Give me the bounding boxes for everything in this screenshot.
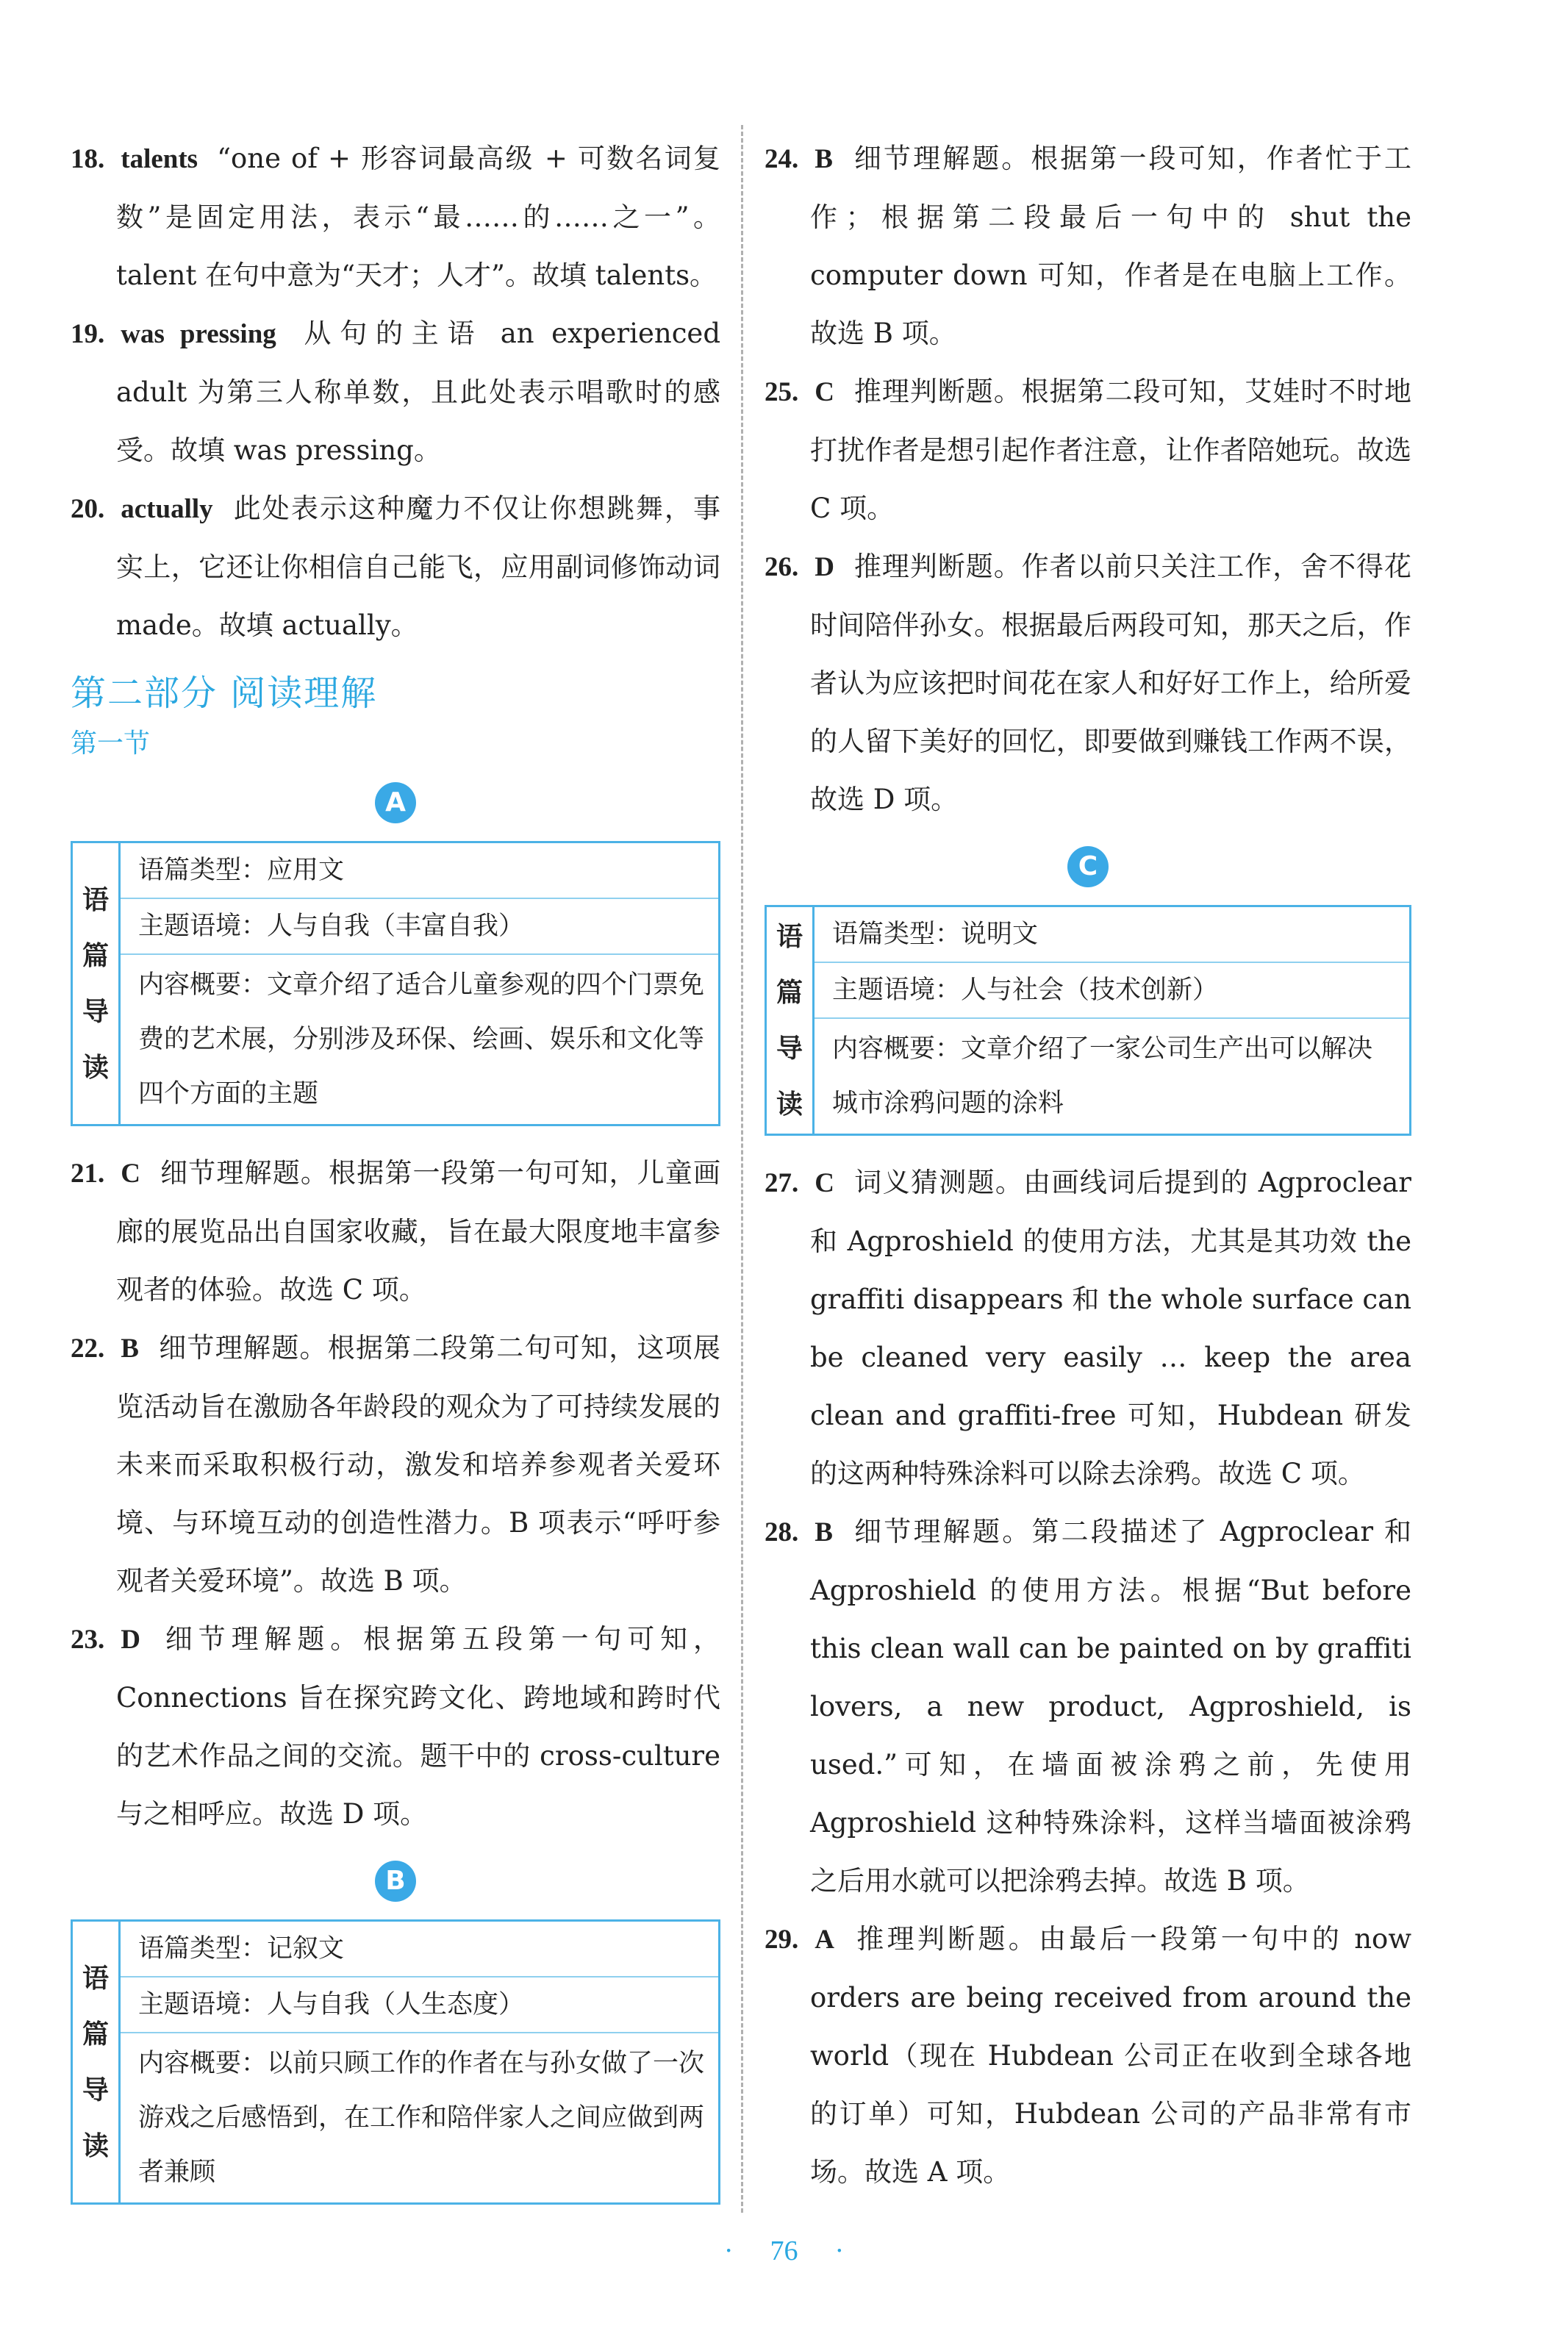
right-column <box>765 129 1411 2201</box>
column-divider <box>741 125 743 2213</box>
answer-item-22: 22. B 细节理解题。根据第二段第二句可知，这项展览活动旨在激励各年龄段的观众为了可持续发展的未来而采取积极行动，激发和培养参观者关爱环境、与环境互动的创造性潜力。B 项表示“呼吁参观者关爱环境”。故选 B 项。 <box>71 1332 720 1597</box>
guide-type: 语篇类型：记叙文 <box>121 1922 718 1977</box>
guide-type: 语篇类型：应用文 <box>121 843 718 899</box>
subsection-title: 第一节 <box>71 729 151 759</box>
guide-side-label: 语 篇 导 读 <box>73 843 121 1124</box>
passage-badge-c: C <box>1067 846 1109 887</box>
answer-item-27: 27. C 词义猜测题。由画线词后提到的 Agproclear 和 Agproshield 的使用方法，尤其是其功效 the graffiti disappears 和 the whole surface can be cleaned very easily … keep the area clean and graffiti-free 可知，Hubdean 研发的这两种特殊涂料可以除去涂鸦。故选 C 项。 <box>765 1167 1411 1489</box>
answer-item-21: 21. C 细节理解题。根据第一段第一句可知，儿童画廊的展览品出自国家收藏，旨在最大限度地丰富参观者的体验。故选 C 项。 <box>71 1157 720 1306</box>
guide-theme: 主题语境：人与自我（人生态度） <box>121 1977 718 2033</box>
answer-item-28: 28. B 细节理解题。第二段描述了 Agproclear 和 Agproshield 的使用方法。根据“But before this clean wall can be painted on by graffiti lovers, a new product, Agproshield, is used.”可知，在墙面被涂鸦之前，先使用 Agproshield 这种特殊涂料，这样当墙面被涂鸦之后用水就可以把涂鸦去掉。故选 B 项。 <box>765 1516 1411 1897</box>
page-footer <box>0 2235 1568 2267</box>
guide-summary: 内容概要：文章介绍了一家公司生产出可以解决城市涂鸦问题的涂料 <box>832 1034 1373 1118</box>
answer-item-24: 24. B 细节理解题。根据第一段可知，作者忙于工作；根据第二段最后一句中的 shut the computer down 可知，作者是在电脑上工作。故选 B 项。 <box>765 143 1411 349</box>
answer-item-20: 20. actually 此处表示这种魔力不仅让你想跳舞，事实上，它还让你相信自己能飞，应用副词修饰动词 made。故填 actually。 <box>71 493 720 641</box>
answer-item-23: 23. D 细节理解题。根据第五段第一句可知，Connections 旨在探究跨文化、跨地域和跨时代的艺术作品之间的交流。题干中的 cross-culture 与之相呼应。故选 D 项。 <box>71 1623 720 1830</box>
passage-guide-c <box>765 905 1411 1136</box>
answer-item-18: 18. talents “one of + 形容词最高级 + 可数名词复数”是固定用法，表示“最……的……之一”。talent 在句中意为“天才；人才”。故填 talents。 <box>71 143 720 291</box>
answer-item-26: 26. D 推理判断题。作者以前只关注工作，舍不得花时间陪伴孙女。根据最后两段可知，那天之后，作者认为应该把时间花在家人和好好工作上，给所爱的人留下美好的回忆，即要做到赚钱工作两不误，故选 D 项。 <box>765 551 1411 815</box>
guide-side-label: 语 篇 导 读 <box>73 1922 121 2202</box>
passage-guide-b <box>71 1919 720 2205</box>
passage-badge-a-wrap <box>71 782 720 823</box>
left-column <box>71 129 720 2222</box>
footer-dot-left: · <box>723 2236 734 2266</box>
passage-badge-b: B <box>375 1861 416 1902</box>
guide-summary: 内容概要：以前只顾工作的作者在与孙女做了一次游戏之后感悟到，在工作和陪伴家人之间应做到两者兼顾 <box>138 2049 705 2187</box>
passage-badge-c-wrap <box>765 846 1411 887</box>
footer-dot-right: · <box>834 2236 845 2266</box>
answer-item-29: 29. A 推理判断题。由最后一段第一句中的 now orders are being received from around the world（现在 Hubdean 公司正在收到全球各地的订单）可知，Hubdean 公司的产品非常有市场。故选 A 项。 <box>765 1923 1411 2188</box>
answer-item-25: 25. C 推理判断题。根据第二段可知，艾娃时不时地打扰作者是想引起作者注意，让作者陪她玩。故选 C 项。 <box>765 376 1411 524</box>
section-title: 第二部分 阅读理解 <box>71 673 378 714</box>
guide-theme: 主题语境：人与自我（丰富自我） <box>121 899 718 955</box>
passage-badge-a: A <box>375 782 416 823</box>
guide-theme: 主题语境：人与社会（技术创新） <box>815 963 1409 1019</box>
passage-guide-a <box>71 841 720 1126</box>
guide-summary: 内容概要：文章介绍了适合儿童参观的四个门票免费的艺术展，分别涉及环保、绘画、娱乐和文化等四个方面的主题 <box>138 970 705 1109</box>
page-number: 76 <box>770 2236 798 2266</box>
passage-badge-b-wrap <box>71 1861 720 1902</box>
answer-item-19: 19. was pressing 从句的主语 an experienced adult 为第三人称单数，且此处表示唱歌时的感受。故填 was pressing。 <box>71 318 721 466</box>
guide-type: 语篇类型：说明文 <box>815 907 1409 963</box>
guide-side-label: 语 篇 导 读 <box>767 907 815 1134</box>
